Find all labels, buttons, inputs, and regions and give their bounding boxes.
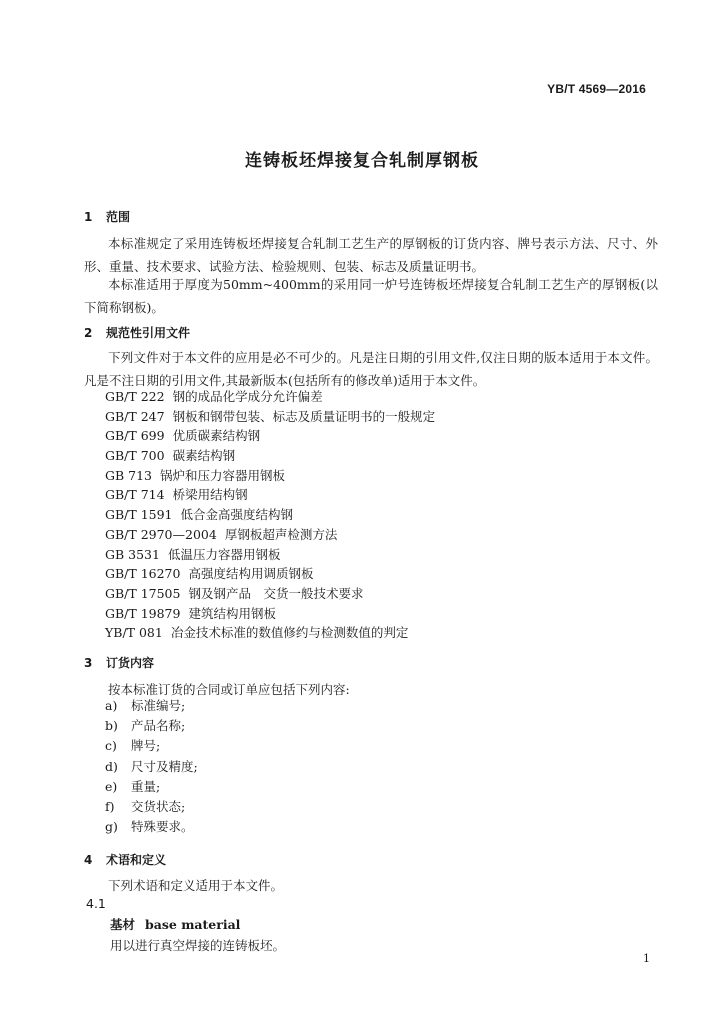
reference-name: 高强度结构用调质钢板 [188,566,314,582]
reference-name: 钢的成品化学成分允许偏差 [172,389,323,404]
reference-name: 优质碳素结构钢 [172,428,261,444]
section-1-number: 1 [84,210,93,224]
reference-item [105,387,435,407]
reference-name: 低合金高强度结构钢 [180,507,294,523]
list-text: 交货状态; [131,798,186,814]
reference-name: 钢及钢产品 交货一般技术要求 [188,585,364,601]
section-2-heading [84,324,190,341]
reference-item [105,584,435,604]
reference-item [105,446,435,466]
reference-item [105,426,435,446]
reference-name: 桥梁用结构钢 [172,487,248,503]
reference-code: GB/T 699 [105,428,165,444]
list-marker: e) [105,778,118,794]
list-text: 产品名称; [131,718,186,734]
section-2-intro: 下列文件对于本文件的应用是必不可少的。凡是注日期的引用文件,仅注日期的版本适用于本文件。凡是不注日期的引用文件,其最新版本(包括所有的修改单)适用于本文件。 [84,350,658,388]
list-item [105,696,198,716]
list-marker: g) [105,819,118,835]
reference-item [105,505,435,525]
reference-name: 冶金技术标准的数值修约与检测数值的判定 [170,625,409,641]
reference-item [105,545,435,565]
section-2-number: 2 [84,326,93,340]
reference-code: GB 3531 [105,546,160,562]
list-item [105,797,198,817]
section-4-number: 4 [84,853,93,867]
reference-code: GB/T 247 [105,408,165,424]
standard-number: YB/T 4569—2016 [547,82,646,96]
list-item [105,716,198,736]
list-item [105,757,198,777]
reference-code: GB/T 700 [105,448,165,464]
page-number: 1 [643,952,650,965]
reference-item [105,604,435,624]
section-4-heading [84,851,166,868]
order-content-list [105,696,198,837]
reference-name: 钢板和钢带包装、标志及质量证明书的一般规定 [172,408,436,424]
term-heading [110,915,240,933]
section-2-title: 规范性引用文件 [106,326,191,340]
section-4-intro: 下列术语和定义适用于本文件。 [108,878,284,893]
document-title: 连铸板坯焊接复合轧制厚钢板 [245,151,479,171]
reference-code: GB/T 19879 [105,605,181,621]
section-1-paragraph-1: 本标准规定了采用连铸板坯焊接复合轧制工艺生产的厚钢板的订货内容、牌号表示方法、尺寸、外形、重量、技术要求、试验方法、检验规则、包装、标志及质量证明书。 [84,236,658,274]
list-text: 重量; [131,778,161,794]
reference-code: GB 713 [105,467,153,483]
term-english: base material [145,917,241,932]
list-text: 标准编号; [131,698,186,713]
list-marker: b) [105,718,118,734]
reference-code: GB/T 17505 [105,585,181,601]
reference-code: GB/T 16270 [105,566,181,582]
section-1-title: 范围 [106,210,131,224]
reference-code: GB/T 1591 [105,507,173,523]
reference-name: 建筑结构用钢板 [188,605,276,621]
list-marker: f) [105,798,115,814]
list-text: 牌号; [131,738,161,754]
section-3-title: 订货内容 [106,656,155,670]
section-1-heading [84,208,130,225]
list-item [105,817,198,837]
list-text: 尺寸及精度; [131,758,198,774]
reference-name: 厚钢板超声检测方法 [224,526,338,542]
list-marker: d) [105,758,118,774]
reference-item [105,466,435,486]
list-marker: a) [105,698,118,713]
list-marker: c) [105,738,117,754]
normative-reference-list [105,387,435,643]
list-item [105,736,198,756]
term-chinese: 基材 [110,917,136,932]
reference-item [105,525,435,545]
section-3-intro: 按本标准订货的合同或订单应包括下列内容: [108,682,350,697]
reference-code: GB/T 714 [105,487,165,503]
reference-code: YB/T 081 [105,625,163,641]
section-1-paragraph-2: 本标准适用于厚度为50mm~400mm的采用同一炉号连铸板坯焊接复合轧制工艺生产的厚钢板(以下简称钢板)。 [84,277,658,315]
section-3-heading [84,654,154,671]
reference-item [105,407,435,427]
section-4-title: 术语和定义 [106,853,167,867]
reference-item [105,623,435,643]
list-item [105,777,198,797]
reference-name: 低温压力容器用钢板 [167,546,281,562]
section-3-number: 3 [84,656,93,670]
reference-name: 碳素结构钢 [172,448,236,464]
reference-code: GB/T 222 [105,389,165,404]
reference-name: 锅炉和压力容器用钢板 [160,467,286,483]
list-text: 特殊要求。 [131,819,194,835]
term-definition: 用以进行真空焊接的连铸板坯。 [110,938,286,953]
term-number: 4.1 [86,896,106,911]
reference-code: GB/T 2970—2004 [105,526,217,542]
reference-item [105,485,435,505]
reference-item [105,564,435,584]
